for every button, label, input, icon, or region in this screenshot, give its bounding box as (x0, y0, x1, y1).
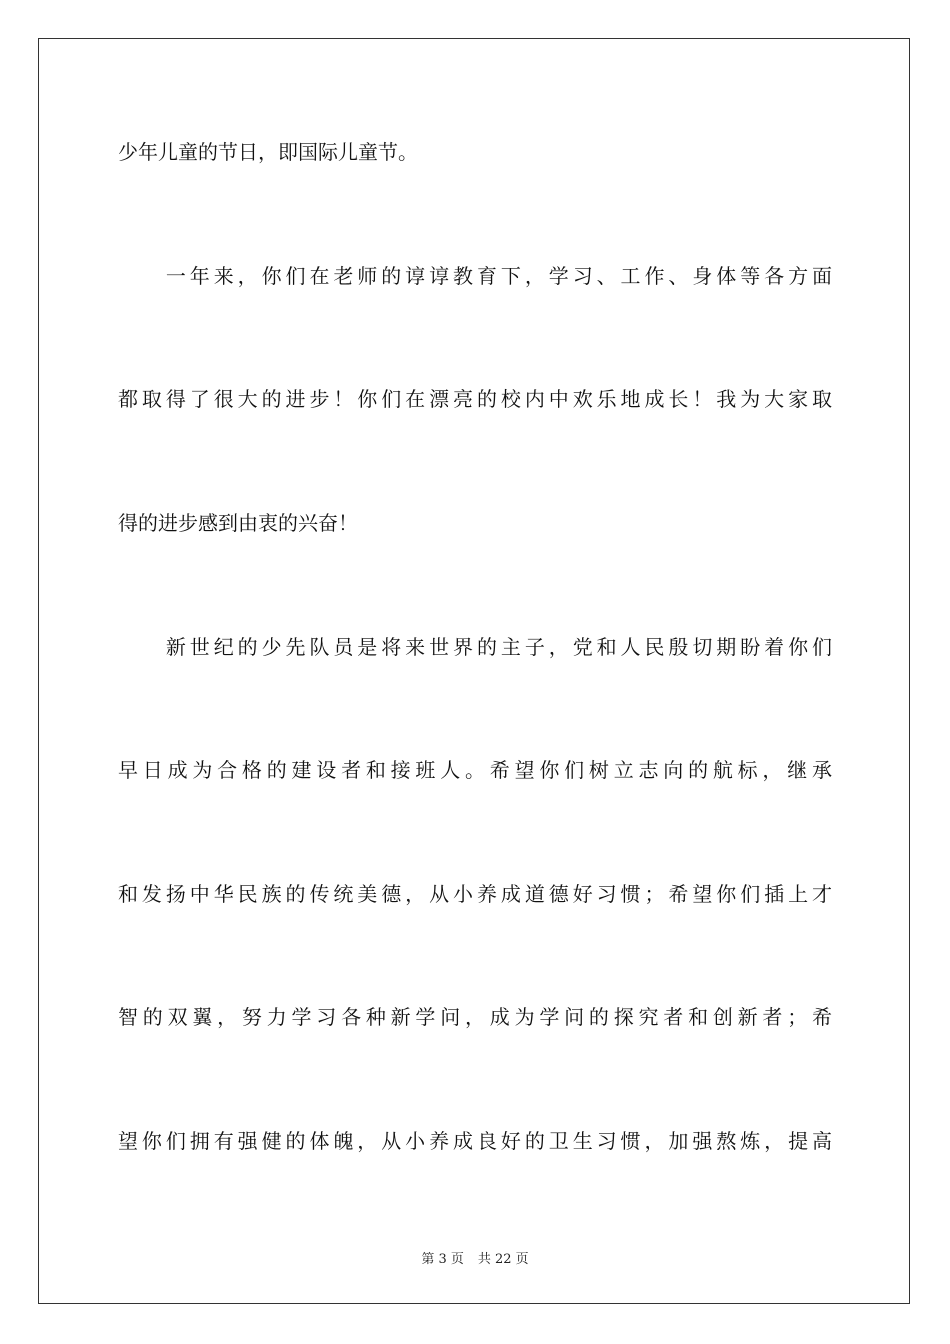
text-line: 新世纪的少先队员是将来世界的主子，党和人民殷切期盼着你们 (118, 635, 832, 659)
page-frame (38, 38, 910, 1304)
text-line: 早日成为合格的建设者和接班人。希望你们树立志向的航标，继承 (118, 758, 832, 782)
text-line: 得的进步感到由衷的兴奋！ (118, 511, 358, 535)
text-line: 都取得了很大的进步！你们在漂亮的校内中欢乐地成长！我为大家取 (118, 387, 832, 411)
text-line: 少年儿童的节日，即国际儿童节。 (118, 140, 418, 164)
text-line: 和发扬中华民族的传统美德，从小养成道德好习惯；希望你们插上才 (118, 882, 832, 906)
text-line: 一年来，你们在老师的谆谆教育下，学习、工作、身体等各方面 (118, 264, 832, 288)
total-pages: 共 22 页 (477, 1252, 529, 1267)
text-line: 望你们拥有强健的体魄，从小养成良好的卫生习惯，加强熬炼，提高 (118, 1129, 832, 1153)
text-line: 智的双翼，努力学习各种新学问，成为学问的探究者和创新者；希 (118, 1005, 832, 1029)
page-number: 第 3 页 (421, 1252, 464, 1267)
page-footer (0, 1248, 950, 1267)
